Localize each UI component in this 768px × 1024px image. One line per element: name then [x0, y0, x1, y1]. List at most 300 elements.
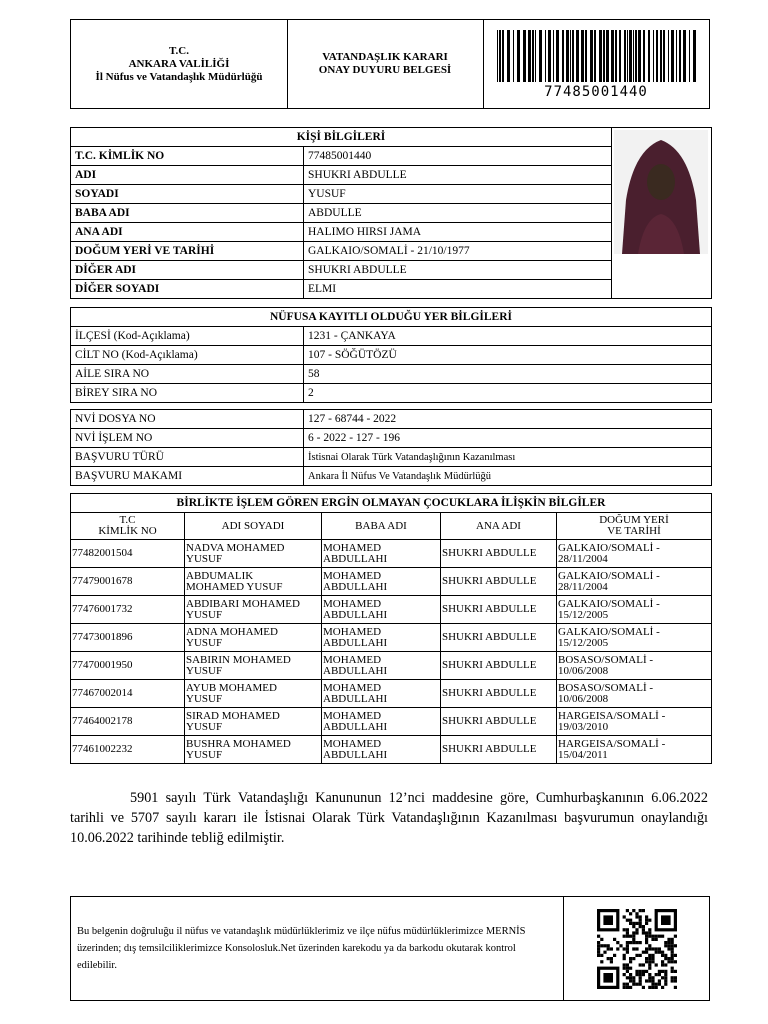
child-birth: BOSASO/SOMALİ - 10/06/2008	[557, 680, 712, 708]
barcode-bar	[556, 30, 559, 82]
barcode-bar	[668, 30, 669, 82]
child-birth: BOSASO/SOMALİ - 10/06/2008	[557, 652, 712, 680]
barcode-bar	[590, 30, 593, 82]
barcode-bar	[603, 30, 605, 82]
qr-module	[670, 969, 673, 972]
child-father: MOHAMED ABDULLAHI	[322, 624, 441, 652]
child-name: SIRAD MOHAMED YUSUF	[185, 708, 322, 736]
qr-module	[657, 950, 660, 953]
qr-module	[600, 953, 603, 956]
qr-finder	[661, 915, 671, 925]
child-tc-id: 77479001678	[71, 568, 185, 596]
qr-module	[600, 944, 603, 947]
qr-module	[654, 982, 657, 985]
row-district: İLÇESİ (Kod-Açıklama) 1231 - ÇANKAYA	[71, 327, 712, 346]
qr-module	[661, 960, 664, 963]
qr-module	[654, 973, 657, 976]
child-tc-id: 77476001732	[71, 596, 185, 624]
qr-module	[667, 957, 670, 960]
barcode-bar	[676, 30, 677, 82]
qr-module	[622, 982, 625, 985]
barcode-bar	[627, 30, 628, 82]
qr-module	[632, 925, 635, 928]
qr-module	[629, 912, 632, 915]
child-name: BUSHRA MOHAMED YUSUF	[185, 736, 322, 764]
qr-module	[651, 976, 654, 979]
qr-module	[648, 963, 651, 966]
qr-module	[632, 941, 635, 944]
qr-module	[609, 947, 612, 950]
row-father-name: BABA ADI ABDULLE	[71, 204, 712, 223]
qr-module	[625, 944, 628, 947]
qr-module	[597, 941, 600, 944]
child-mother: SHUKRI ABDULLE	[441, 624, 557, 652]
qr-module	[645, 957, 648, 960]
qr-module	[664, 963, 667, 966]
barcode-bar	[635, 30, 637, 82]
qr-module	[638, 969, 641, 972]
qr-module	[629, 960, 632, 963]
qr-module	[670, 950, 673, 953]
qr-module	[673, 976, 676, 979]
qr-module	[664, 973, 667, 976]
barcode-bar	[629, 30, 632, 82]
qr-module	[651, 947, 654, 950]
barcode-bar	[548, 30, 551, 82]
qr-module	[638, 963, 641, 966]
child-name: NADVA MOHAMED YUSUF	[185, 540, 322, 568]
qr-module	[641, 985, 644, 988]
row-mother-name: ANA ADI HALIMO HIRSI JAMA	[71, 223, 712, 242]
qr-module	[648, 947, 651, 950]
qr-module	[609, 960, 612, 963]
qr-module	[625, 966, 628, 969]
qr-module	[657, 969, 660, 972]
registry-title: NÜFUSA KAYITLI OLDUĞU YER BİLGİLERİ	[71, 308, 712, 327]
qr-module	[609, 957, 612, 960]
child-row	[71, 596, 712, 624]
qr-module	[625, 909, 628, 912]
qr-module	[641, 909, 644, 912]
qr-module	[638, 909, 641, 912]
qr-module	[635, 921, 638, 924]
row-other-surname: DİĞER SOYADI ELMI	[71, 280, 712, 299]
qr-module	[657, 979, 660, 982]
qr-module	[673, 953, 676, 956]
qr-module	[638, 982, 641, 985]
qr-module	[641, 925, 644, 928]
verification-text: Bu belgenin doğruluğu il nüfus ve vatandaşlık müdürlüklerimiz ve ilçe nüfus müdürlüklerimizce MERNİS üzerinden; dış temsilciliklerimizce Konsolosluk.Net üzerinden karekodu ya da barkodu okutarak kontrol edilebilir.	[77, 926, 526, 971]
row-other-name: DİĞER ADI SHUKRI ABDULLE	[71, 261, 712, 280]
barcode-bar	[523, 30, 526, 82]
barcode-bar	[553, 30, 554, 82]
qr-module	[651, 934, 654, 937]
qr-module	[645, 969, 648, 972]
verification-footer	[70, 896, 710, 1001]
child-father: MOHAMED ABDULLAHI	[322, 596, 441, 624]
qr-module	[625, 976, 628, 979]
qr-module	[635, 928, 638, 931]
qr-module	[613, 937, 616, 940]
qr-module	[664, 944, 667, 947]
qr-module	[654, 985, 657, 988]
row-family-seq: AİLE SIRA NO 58	[71, 365, 712, 384]
barcode-bar	[638, 30, 641, 82]
qr-module	[629, 957, 632, 960]
row-surname: SOYADI YUSUF	[71, 185, 712, 204]
children-header-row: T.C KİMLİK NO ADI SOYADI BABA ADI ANA ADI DOĞUM YERİ VE TARİHİ	[71, 513, 712, 540]
barcode-bar	[633, 30, 634, 82]
qr-module	[641, 973, 644, 976]
qr-module	[635, 947, 638, 950]
qr-module	[670, 957, 673, 960]
qr-module	[657, 934, 660, 937]
qr-module	[654, 947, 657, 950]
qr-module	[625, 947, 628, 950]
qr-module	[645, 934, 648, 937]
qr-module	[632, 937, 635, 940]
qr-module	[629, 985, 632, 988]
qr-module	[629, 921, 632, 924]
qr-module	[667, 947, 670, 950]
barcode-bar	[497, 30, 498, 82]
qr-module	[661, 969, 664, 972]
barcode-bar	[581, 30, 584, 82]
child-birth: GALKAIO/SOMALİ - 28/11/2004	[557, 568, 712, 596]
qr-module	[645, 921, 648, 924]
child-birth: HARGEISA/SOMALİ - 15/04/2011	[557, 736, 712, 764]
qr-module	[651, 957, 654, 960]
barcode-bar	[660, 30, 662, 82]
qr-module	[606, 944, 609, 947]
qr-module	[664, 953, 667, 956]
qr-module	[641, 950, 644, 953]
child-father: MOHAMED ABDULLAHI	[322, 736, 441, 764]
barcode-bar	[689, 30, 690, 82]
qr-module	[625, 985, 628, 988]
qr-module	[670, 937, 673, 940]
qr-module	[622, 915, 625, 918]
qr-module	[635, 982, 638, 985]
qr-module	[635, 953, 638, 956]
barcode-bar	[656, 30, 658, 82]
row-application-type: BAŞVURU TÜRÜ İstisnai Olarak Türk Vatandaşlığının Kazanılması	[71, 448, 712, 467]
child-mother: SHUKRI ABDULLE	[441, 596, 557, 624]
qr-module	[616, 947, 619, 950]
qr-module	[625, 963, 628, 966]
qr-module	[606, 947, 609, 950]
barcode-bar	[513, 30, 514, 82]
registry-section	[70, 307, 712, 403]
row-volume: CİLT NO (Kod-Açıklama) 107 - SÖĞÜTÖZÜ	[71, 346, 712, 365]
qr-module	[625, 982, 628, 985]
child-birth: HARGEISA/SOMALİ - 19/03/2010	[557, 708, 712, 736]
qr-module	[629, 979, 632, 982]
photo-cell	[612, 128, 712, 299]
child-birth: GALKAIO/SOMALİ - 15/12/2005	[557, 624, 712, 652]
barcode-bar	[594, 30, 596, 82]
qr-module	[664, 941, 667, 944]
qr-module	[625, 918, 628, 921]
authority-line-3: İl Nüfus ve Vatandaşlık Müdürlüğü	[95, 70, 263, 83]
qr-module	[635, 969, 638, 972]
barcode-bar	[499, 30, 501, 82]
qr-module	[648, 944, 651, 947]
qr-module	[654, 934, 657, 937]
qr-module	[635, 915, 638, 918]
qr-module	[641, 969, 644, 972]
qr-module	[664, 982, 667, 985]
child-tc-id: 77461002232	[71, 736, 185, 764]
issuing-authority	[71, 20, 288, 108]
qr-module	[645, 937, 648, 940]
qr-module	[670, 976, 673, 979]
barcode-bar	[606, 30, 609, 82]
child-tc-id: 77482001504	[71, 540, 185, 568]
qr-module	[657, 947, 660, 950]
barcode-bar	[585, 30, 587, 82]
barcode-bar	[615, 30, 617, 82]
qr-module	[632, 921, 635, 924]
qr-module	[622, 934, 625, 937]
child-name: ADNA MOHAMED YUSUF	[185, 624, 322, 652]
qr-module	[603, 944, 606, 947]
qr-module	[632, 957, 635, 960]
document-header	[70, 19, 710, 109]
qr-module	[645, 915, 648, 918]
qr-module	[645, 947, 648, 950]
qr-module	[638, 953, 641, 956]
qr-module	[661, 950, 664, 953]
barcode-bar	[535, 30, 536, 82]
barcode-bar	[528, 30, 531, 82]
qr-module	[625, 928, 628, 931]
qr-module	[622, 985, 625, 988]
qr-module	[641, 928, 644, 931]
barcode-number: 77485001440	[544, 84, 648, 100]
qr-module	[597, 953, 600, 956]
qr-module	[645, 918, 648, 921]
barcode-bar	[599, 30, 602, 82]
qr-module	[664, 979, 667, 982]
qr-module	[629, 973, 632, 976]
qr-module	[600, 937, 603, 940]
child-name: ABDIBARI MOHAMED YUSUF	[185, 596, 322, 624]
qr-module	[622, 963, 625, 966]
document-title-line-1: VATANDAŞLIK KARARI	[322, 51, 448, 63]
barcode-bar	[693, 30, 696, 82]
child-row	[71, 708, 712, 736]
qr-module	[648, 976, 651, 979]
row-process-no: NVİ İŞLEM NO 6 - 2022 - 127 - 196	[71, 429, 712, 448]
qr-module	[648, 928, 651, 931]
qr-module	[670, 979, 673, 982]
row-tc-id: T.C. KİMLİK NO 77485001440	[71, 147, 712, 166]
child-mother: SHUKRI ABDULLE	[441, 540, 557, 568]
qr-module	[632, 909, 635, 912]
qr-module	[629, 941, 632, 944]
qr-module	[667, 960, 670, 963]
child-father: MOHAMED ABDULLAHI	[322, 708, 441, 736]
child-tc-id: 77467002014	[71, 680, 185, 708]
qr-module	[648, 966, 651, 969]
qr-module	[629, 976, 632, 979]
qr-module	[597, 934, 600, 937]
qr-module	[648, 960, 651, 963]
qr-module	[638, 941, 641, 944]
qr-module	[670, 960, 673, 963]
qr-module	[638, 979, 641, 982]
qr-module	[622, 957, 625, 960]
child-row	[71, 736, 712, 764]
child-row	[71, 540, 712, 568]
qr-module	[654, 937, 657, 940]
qr-module	[619, 944, 622, 947]
qr-module	[625, 934, 628, 937]
qr-module	[651, 982, 654, 985]
qr-module	[673, 960, 676, 963]
child-mother: SHUKRI ABDULLE	[441, 708, 557, 736]
child-father: MOHAMED ABDULLAHI	[322, 680, 441, 708]
qr-module	[638, 915, 641, 918]
barcode-bar	[507, 30, 510, 82]
qr-module	[616, 941, 619, 944]
child-father: MOHAMED ABDULLAHI	[322, 540, 441, 568]
qr-module	[664, 957, 667, 960]
barcode-bar	[679, 30, 681, 82]
qr-module	[657, 982, 660, 985]
qr-module	[641, 963, 644, 966]
qr-module	[641, 931, 644, 934]
row-birth-place-date: DOĞUM YERİ VE TARİHİ GALKAIO/SOMALİ - 21/10/1977	[71, 242, 712, 261]
qr-module	[648, 918, 651, 921]
qr-module	[645, 960, 648, 963]
application-section	[70, 409, 712, 486]
qr-module	[625, 969, 628, 972]
qr-module	[613, 953, 616, 956]
qr-module	[632, 947, 635, 950]
barcode-area	[483, 20, 709, 108]
qr-module	[661, 953, 664, 956]
child-row	[71, 680, 712, 708]
child-mother: SHUKRI ABDULLE	[441, 736, 557, 764]
qr-module	[673, 934, 676, 937]
qr-module	[648, 953, 651, 956]
child-mother: SHUKRI ABDULLE	[441, 652, 557, 680]
authority-line-2: ANKARA VALİLİĞİ	[128, 57, 230, 70]
qr-module	[648, 985, 651, 988]
authority-line-1: T.C.	[169, 44, 189, 57]
qr-module	[648, 979, 651, 982]
qr-module	[638, 976, 641, 979]
qr-module	[635, 941, 638, 944]
qr-module	[622, 973, 625, 976]
qr-code-icon[interactable]	[582, 909, 692, 989]
barcode-bar	[532, 30, 534, 82]
qr-module	[645, 931, 648, 934]
qr-module	[648, 934, 651, 937]
child-name: AYUB MOHAMED YUSUF	[185, 680, 322, 708]
qr-module	[645, 950, 648, 953]
child-birth: GALKAIO/SOMALİ - 28/11/2004	[557, 540, 712, 568]
barcode-bar	[611, 30, 614, 82]
barcode-bar	[502, 30, 504, 82]
barcode-graphic	[491, 28, 701, 100]
barcode-bar	[619, 30, 621, 82]
qr-module	[670, 944, 673, 947]
child-tc-id: 77473001896	[71, 624, 185, 652]
barcode-bar	[545, 30, 546, 82]
qr-module	[635, 973, 638, 976]
barcode-bar	[648, 30, 650, 82]
qr-module	[635, 912, 638, 915]
qr-module	[661, 963, 664, 966]
qr-module	[654, 950, 657, 953]
qr-module	[622, 947, 625, 950]
barcode-bar	[572, 30, 574, 82]
child-name: ABDUMALIK MOHAMED YUSUF	[185, 568, 322, 596]
qr-module	[622, 953, 625, 956]
qr-module	[664, 969, 667, 972]
row-file-no: NVİ DOSYA NO 127 - 68744 - 2022	[71, 410, 712, 429]
qr-module	[638, 918, 641, 921]
person-photo	[614, 130, 708, 254]
qr-module	[606, 957, 609, 960]
barcode-bar	[566, 30, 569, 82]
qr-module	[651, 960, 654, 963]
children-title: BİRLİKTE İŞLEM GÖREN ERGİN OLMAYAN ÇOCUKLARA İLİŞKİN BİLGİLER	[71, 494, 712, 513]
qr-module	[667, 937, 670, 940]
qr-module	[622, 966, 625, 969]
barcode-bar	[576, 30, 579, 82]
qr-module	[635, 931, 638, 934]
personal-info-section	[70, 127, 712, 299]
child-birth: GALKAIO/SOMALİ - 15/12/2005	[557, 596, 712, 624]
qr-module	[625, 950, 628, 953]
qr-module	[648, 931, 651, 934]
barcode-bar	[570, 30, 571, 82]
qr-module	[597, 944, 600, 947]
qr-module	[673, 969, 676, 972]
qr-module	[632, 979, 635, 982]
row-application-office: BAŞVURU MAKAMI Ankara İl Nüfus Ve Vatandaşlık Müdürlüğü	[71, 467, 712, 486]
qr-module	[638, 925, 641, 928]
document-title	[287, 20, 484, 108]
qr-module	[651, 937, 654, 940]
qr-module	[664, 976, 667, 979]
qr-module	[673, 944, 676, 947]
child-tc-id: 77464002178	[71, 708, 185, 736]
qr-module	[632, 934, 635, 937]
row-individual-seq: BİREY SIRA NO 2	[71, 384, 712, 403]
child-father: MOHAMED ABDULLAHI	[322, 568, 441, 596]
qr-module	[673, 979, 676, 982]
qr-module	[661, 976, 664, 979]
qr-module	[629, 966, 632, 969]
child-mother: SHUKRI ABDULLE	[441, 680, 557, 708]
qr-module	[648, 973, 651, 976]
qr-module	[651, 953, 654, 956]
qr-module	[632, 931, 635, 934]
child-row	[71, 568, 712, 596]
child-row	[71, 652, 712, 680]
qr-module	[661, 934, 664, 937]
qr-module	[622, 928, 625, 931]
qr-module	[629, 934, 632, 937]
qr-finder	[603, 973, 613, 983]
qr-module	[670, 953, 673, 956]
children-section	[70, 493, 712, 764]
